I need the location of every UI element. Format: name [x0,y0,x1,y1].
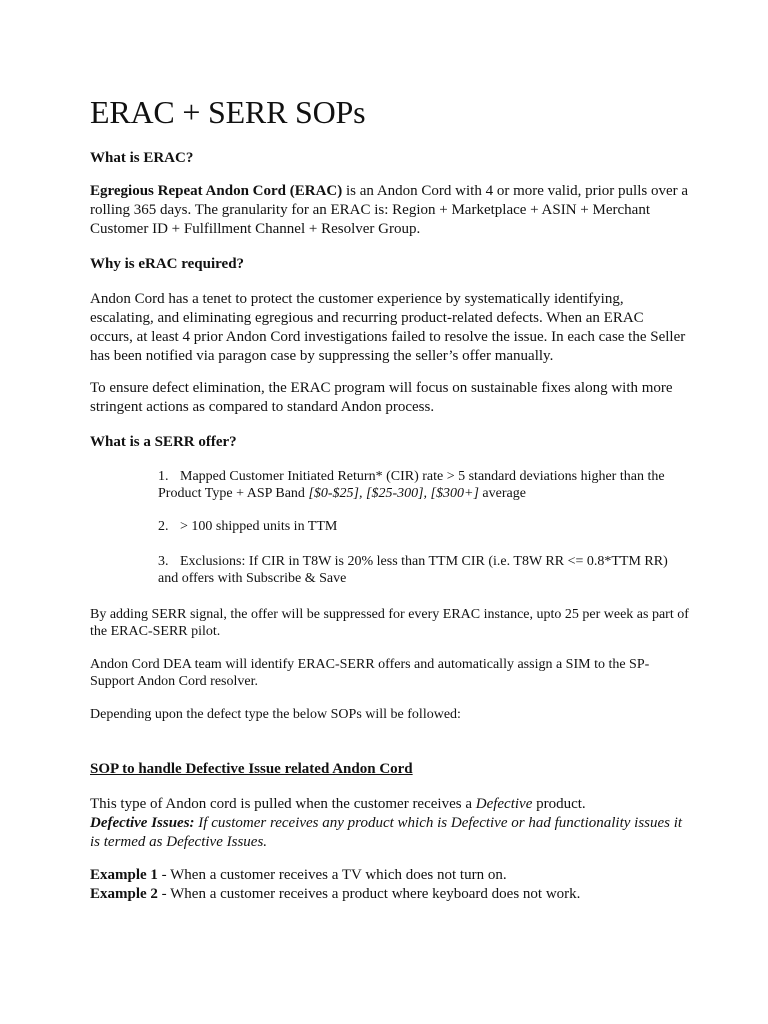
asp-band-ranges: [$0-$25], [$25-300], [$300+] [308,486,479,501]
question-why-erac: Why is eRAC required? [90,256,245,272]
defect-elimination-paragraph: To ensure defect elimination, the ERAC program will focus on sustainable fixes along with more stringent actions as compared to standard Andon process. [90,380,673,415]
question-what-is-erac: What is ERAC? [90,150,194,166]
erac-term: Egregious Repeat Andon Cord (ERAC) [90,183,343,199]
list-number: 3. [158,554,169,569]
erac-definition-paragraph [90,182,690,239]
serr-criterion-1: 1. Mapped Customer Initiated Return* (CIR) rate > 5 standard deviations higher than the Product Type + ASP Band [$0-$25], [$25-300], [$300+] average [158,469,665,501]
erac-required-paragraph: Andon Cord has a tenet to protect the customer experience by systematically identifying, escalating, and eliminating egregious and recurring product-related defects. When an ERAC occurs, at least 4 prior Andon Cord investigations failed to resolve the issue. In each case the Seller has been notified via paragon case by suppressing the seller’s offer manually. [90,291,686,364]
example-2: Example 2 - When a customer receives a product where keyboard does not work. [90,886,581,902]
serr-criterion-2: 2. > 100 shipped units in TTM [158,519,338,534]
list-number: 2. [158,519,169,534]
example-1: Example 1 - When a customer receives a TV which does not turn on. [90,867,507,883]
defective-issues-definition: Defective Issues: If customer receives any product which is Defective or had functionality issues it is termed as Defective Issues. [90,815,683,850]
depending-paragraph: Depending upon the defect type the below SOPs will be followed: [90,707,461,722]
list-number: 1. [158,469,169,484]
question-serr-offer: What is a SERR offer? [90,434,237,450]
page-title: ERAC + SERR SOPs [90,94,366,130]
dea-team-paragraph: Andon Cord DEA team will identify ERAC-SERR offers and automatically assign a SIM to the SP-Support Andon Cord resolver. [90,657,650,689]
defective-intro-line: This type of Andon cord is pulled when the customer receives a Defective product. [90,796,586,812]
serr-criterion-3: 3. Exclusions: If CIR in T8W is 20% less than TTM CIR (i.e. T8W RR <= 0.8*TTM RR) and offers with Subscribe & Save [158,554,668,586]
erac-definition-text: is an Andon Cord with 4 or more valid, prior pulls over a rolling 365 days. The granularity for an ERAC is: Region + Marketplace + ASIN + Merchant Customer ID + Fulfillment Channel + Resolver Group. [90,183,689,237]
example-label: Example 2 [90,886,158,902]
sop-heading: SOP to handle Defective Issue related Andon Cord [90,761,413,777]
defective-issues-label: Defective Issues: [90,815,195,831]
example-label: Example 1 [90,867,158,883]
serr-signal-paragraph: By adding SERR signal, the offer will be suppressed for every ERAC instance, upto 25 per week as part of the ERAC-SERR pilot. [90,607,689,639]
